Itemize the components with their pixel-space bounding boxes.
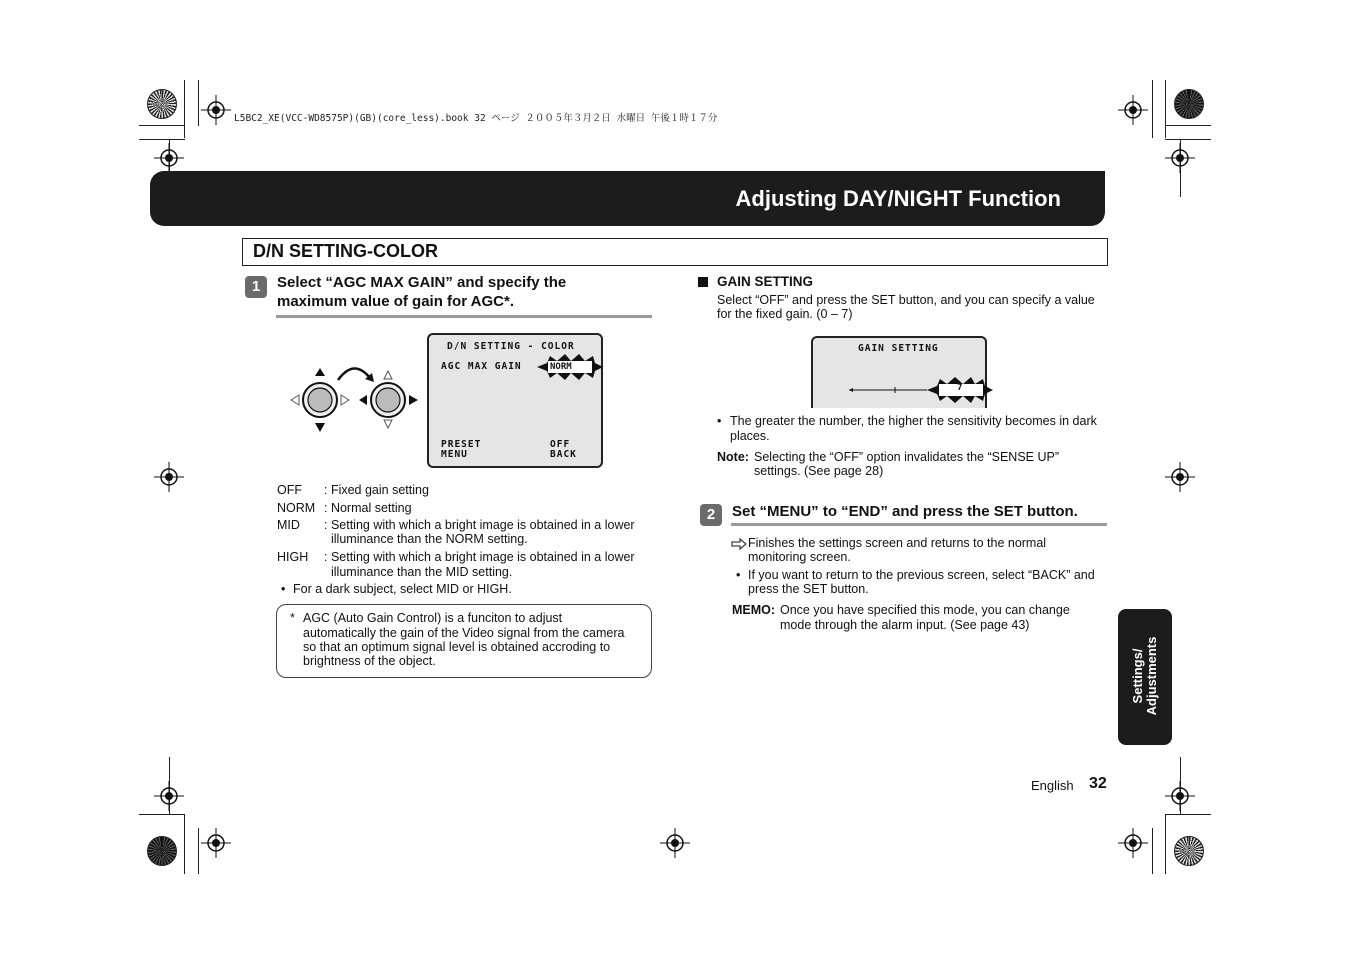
osd-label-off: OFF — [550, 439, 571, 450]
step2-result-line: monitoring screen. — [748, 550, 851, 564]
osd-label-back: BACK — [550, 449, 577, 460]
osd-value-norm: NORM — [550, 362, 572, 372]
step-number-badge: 2 — [700, 504, 722, 526]
color-target-icon — [147, 89, 177, 119]
gain-slider-icon — [847, 376, 997, 404]
step2-bullet-line: press the SET button. — [748, 582, 869, 596]
page-title: Adjusting DAY/NIGHT Function — [735, 186, 1061, 211]
option-desc: : Normal setting — [324, 501, 412, 515]
footer-language: English — [1031, 778, 1074, 793]
side-tab-label — [1131, 613, 1159, 739]
color-target-icon — [147, 836, 177, 866]
option-key: HIGH — [277, 550, 309, 564]
registration-crosshair-icon — [1165, 462, 1195, 492]
registration-crosshair-icon — [1118, 828, 1148, 858]
gain-description-line: Select “OFF” and press the SET button, and you can specify a value — [717, 293, 1095, 307]
step2-result-line: Finishes the settings screen and returns to the normal — [748, 536, 1047, 550]
memo-line: Once you have specified this mode, you can change — [780, 603, 1070, 617]
dark-subject-tip: For a dark subject, select MID or HIGH. — [293, 582, 512, 596]
osd-item-agc-max-gain: AGC MAX GAIN — [441, 361, 522, 372]
option-desc: : Setting with which a bright image is obtained in a lower — [324, 518, 635, 532]
option-key: OFF — [277, 483, 302, 497]
print-file-info: L5BC2_XE(VCC-WD8575P)(GB)(core_less).book 32 ページ ２００５年３月２日 水曜日 午後１時１７分 — [234, 113, 718, 124]
gain-setting-heading: GAIN SETTING — [717, 274, 814, 289]
step2-underline — [731, 523, 1107, 526]
control-dial-illustration — [288, 360, 420, 434]
section-title: D/N SETTING-COLOR — [253, 241, 438, 261]
step1-title-line: maximum value of gain for AGC*. — [277, 293, 514, 310]
osd-screen-dn-setting — [427, 333, 603, 468]
step2-title: Set “MENU” to “END” and press the SET button. — [732, 503, 1078, 520]
osd-screen-gain-setting — [811, 336, 987, 408]
step-number-badge: 1 — [245, 276, 267, 298]
section-heading-box — [242, 238, 1108, 266]
registration-crosshair-icon — [1118, 95, 1148, 125]
registration-crosshair-icon — [154, 143, 184, 173]
option-key: MID — [277, 518, 300, 532]
osd-title: D/N SETTING - COLOR — [447, 341, 575, 352]
osd-label-menu: MENU — [441, 449, 468, 460]
registration-crosshair-icon — [201, 828, 231, 858]
result-arrow-icon — [731, 538, 747, 550]
registration-crosshair-icon — [660, 828, 690, 858]
step1-title-line: Select “AGC MAX GAIN” and specify the — [277, 274, 567, 291]
bullet-dot: • — [717, 414, 722, 428]
option-desc: : Fixed gain setting — [324, 483, 429, 497]
footnote-line: so that an optimum signal level is obtained accroding to — [303, 640, 611, 654]
step1-underline — [276, 315, 652, 318]
gain-description-line: for the fixed gain. (0 – 7) — [717, 307, 853, 321]
memo-line: mode through the alarm input. (See page 43) — [780, 618, 1030, 632]
note-label: Note: — [717, 450, 749, 464]
osd-gain-value: 7 — [957, 383, 964, 393]
note-line: settings. (See page 28) — [754, 464, 884, 478]
bullet-dot: • — [736, 568, 741, 582]
registration-crosshair-icon — [201, 95, 231, 125]
sensitivity-note-line: The greater the number, the higher the sensitivity becomes in dark — [730, 414, 1097, 428]
color-target-icon — [1174, 89, 1204, 119]
registration-crosshair-icon — [1165, 781, 1195, 811]
sensitivity-note-line: places. — [730, 429, 770, 443]
page-number: 32 — [1089, 775, 1107, 792]
side-tab-line: Adjustments — [1144, 636, 1159, 716]
registration-crosshair-icon — [1165, 143, 1195, 173]
option-desc-cont: illuminance than the NORM setting. — [331, 532, 528, 546]
footnote-line: AGC (Auto Gain Control) is a funciton to adjust — [303, 611, 563, 625]
registration-crosshair-icon — [154, 781, 184, 811]
note-line: Selecting the “OFF” option invalidates the “SENSE UP” — [754, 450, 1059, 464]
step1-title — [277, 273, 566, 311]
bullet-dot: • — [281, 582, 286, 596]
section-side-tab — [1118, 609, 1172, 745]
option-key: NORM — [277, 501, 316, 515]
registration-crosshair-icon — [154, 462, 184, 492]
memo-label: MEMO: — [732, 603, 776, 617]
header-banner — [150, 171, 1105, 226]
step2-bullet-line: If you want to return to the previous screen, select “BACK” and — [748, 568, 1095, 582]
agc-footnote-box — [276, 604, 652, 678]
osd-gain-title: GAIN SETTING — [858, 343, 939, 354]
osd-label-preset: PRESET — [441, 439, 482, 450]
footnote-line: brightness of the object. — [303, 654, 436, 668]
option-desc: : Setting with which a bright image is obtained in a lower — [324, 550, 635, 564]
footnote-line: automatically the gain of the Video signal from the camera — [303, 626, 625, 640]
option-desc-cont: illuminance than the MID setting. — [331, 565, 513, 579]
square-bullet-icon — [698, 277, 708, 287]
color-target-icon — [1174, 836, 1204, 866]
footnote-asterisk: * — [290, 611, 295, 625]
side-tab-line: Settings/ — [1130, 648, 1145, 704]
